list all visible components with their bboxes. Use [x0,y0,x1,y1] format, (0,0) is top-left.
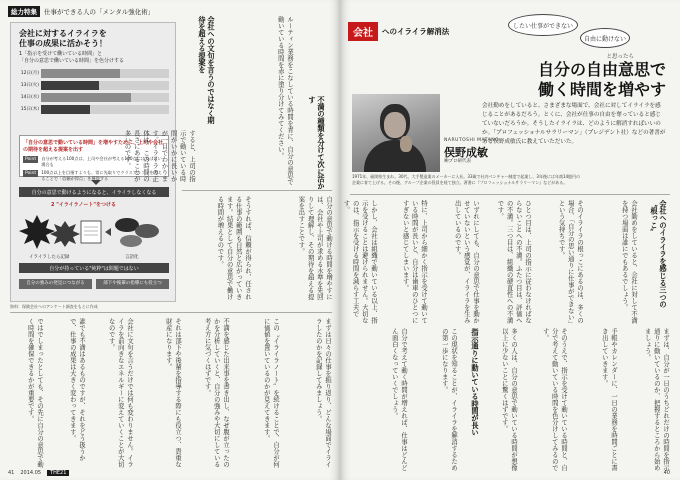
body-paragraph: まずは、自分が一日のうちどれだけの時間を指示通りに動いているのか、把握するところから始めましょう。 [643,328,669,471]
body-paragraph: そのイライラの根っこにあるのは、多くの場合、「自分の思い通りに仕事ができない」という気持ちです。 [557,200,583,324]
body-paragraph: ルーティン業務をこなしている時間を青に、自分の意思で動いている時間を赤に塗り分けてみてください。 [276,16,293,185]
body-paragraph: この現状を知ることが、イライラを解消するための第一歩になります。 [440,328,457,471]
article-category [348,22,449,41]
page-number: 41 [8,470,15,476]
speech-bubble-1: したい仕事ができない [508,14,578,36]
author-bio: 1971年、福岡県生まれ。30代、大手製造業のメーカーに入社。33歳で社内ベンチャー制度で起業し、3年後には年商14億円の企業に育て上げる。その後、グループ企業の役員を経て独立。著書に『プロフェッショナルサラリーマン』などがある。 [352,174,581,185]
point-pill: Point [25,157,37,162]
body-paragraph: 自分で考えて動く時間が増えれば、仕事はどんどん面白くなっていくでしょう。 [390,328,407,471]
author-photo [352,94,440,172]
illus-left-label: イライラしたら記録 [29,255,70,260]
body-paragraph: それは部下や後輩を指導する際にも役立つ、貴重な財産になります。 [164,318,181,468]
body-paragraph: 自分の意思で動ける時間を増やすには、会社や上司が求める水準を先回りして理解し、その期待を超える提案を出すことです。 [297,196,332,300]
right-subhead-2: 指示通りに動いている時間が長い [471,328,480,436]
lede-text: 会社勤めをしていると、さまざまな場面で、会社に対してイライラを感じることがあるだろう。とくに、会社が仕事の自由を奪っていると感じていないだろうか。そうしたイライラは、どのように解消すればいいのか。「プロフェッショナルサラリーマン」（プレジデント社）などの著書がある俣野成敏氏に教えていただいた。 [482,103,666,145]
section-tag [8,6,154,17]
burst-icon [50,221,80,247]
body-paragraph: すると、上司の指示で動いている時間がいかに長いかが一目でわかります。イライラの正体は、この時間の長さにあることが多いのです。 [123,130,195,182]
point-text: 100点以上を目指すよりも、常に先取りでクラスアルファを考えることで「信頼が得点」を獲得する [41,170,162,181]
schedule-row-label: 14日(水) [20,95,39,100]
schedule-row-label: 12日(月) [20,71,39,76]
down-arrow-icon [91,180,101,185]
author-name: 俣野成敏 [444,146,488,159]
right-subhead-1: 会社へのイライラを感じる三つの〝根っこ〟 [650,200,668,308]
body-paragraph: しかし、会社は組織で動いている以上、指示を受けることは避けられません。大切なのは、指示を受ける時間を減らす工夫です。 [342,200,377,324]
burst-icon [19,215,55,249]
issue-date: 2014.05 [20,470,42,476]
schedule-row [19,79,169,91]
speech-bubble-icon [135,224,159,238]
schedule-row [19,103,169,115]
category-box: 会社 [348,22,378,41]
schedule-fill [41,105,90,114]
category-text: へのイライラ解消法 [382,27,450,36]
benefit-box-left: 自分の強みの発見につながる [19,279,92,289]
body-paragraph: 会社に文句を言うだけでは何も変わりません。イライラを前向きなエネルギーに変えていくことが大切なのです。 [107,318,133,468]
right-arrow-icon [105,228,111,236]
right-page [340,0,680,480]
speech-bubble-2: 自由に動けない [580,28,630,48]
section-tag-text: 仕事ができる人の「メンタル強化術」 [44,8,155,16]
schedule-track [41,105,169,114]
left-subhead-2: 会社への文句を言うのではなく期待を超える提案を [198,16,216,124]
point-pill: Point [25,171,37,176]
notebook-icon [81,221,101,243]
schedule-fill [41,81,99,90]
headline-kicker: と思ったら [606,54,634,60]
benefit-box-right: 部下や後輩の指導にも役立つ [96,279,169,289]
body-paragraph: この〝イライラノート〟を続けることで、自分が何に価値を置いているのかが見えてきます。 [262,318,279,468]
figure-subtitle: 1「指示を受けて働いている時間」と 「自分の意思で働いている時間」を色分けする [19,51,125,64]
headline [538,60,666,100]
benefit-boxes [19,279,169,289]
body-paragraph: そうすれば、信頼が得られ、任される仕事の範囲も自然と広がっていきます。結果として自分の意思で働ける時間が増えるのです。 [216,196,251,300]
author-role: ㈱プロ研代表 [444,159,471,164]
brand-logo: THE21 [47,470,69,476]
summary-bar: 自分が持っている"純粋"は問題ではない [19,263,169,273]
schedule-row [19,91,169,103]
time-color-chart [19,67,169,129]
illus-right-label: 言語化 [125,255,139,260]
schedule-fill [41,93,131,102]
body-paragraph: そのうえで、指示を受けて動いている時間と、自分で考えて動いている時間を色分けしてみるのです。 [541,328,567,471]
speech-bubble-icon [120,235,142,247]
page-number: 40 [663,470,670,476]
schedule-track [41,81,169,90]
column-divider [350,194,670,195]
body-paragraph: 会社勤めをしていると、会社に対して不満を持つ場面は誰にでもあるでしょう。 [620,200,637,324]
headline-line-1: 自分の自由意思で [537,60,666,79]
body-paragraph: 不満を感じた出来事を書き出し、なぜ腹が立ったのかを分析していくと、自分の強みや大切にしている考え方に気づくはずです。 [203,318,229,468]
body-paragraph: 特に、上司から細かく指示を受けて動いている時間が長いと、自分は歯車のひとつにすぎないと感じてしまいます。 [401,200,427,324]
figure-title: 会社に対するイライラを 仕事の成果に活かそう！ [19,29,107,48]
schedule-row-label: 15日(木) [20,107,39,112]
schedule-row-label: 13日(火) [20,83,39,88]
irritation-illustration [19,211,169,253]
proposal-box-title: 「自分の意思で動いている時間」を増やすために、上司や会社の期待を超える提案を出す [23,140,164,153]
left-subhead-1: 不満の種類を分けて次に活かす [308,96,326,190]
column-divider [10,312,332,313]
body-paragraph: 誰でも不満はあるものですが、それをどう扱うかで、仕事の成果は大きく変わってきます。 [68,318,85,461]
note-label: 2 "イライラノート"をつける [51,202,116,208]
schedule-row [19,67,169,79]
body-paragraph: 手帳やカレンダーに、一日の業務を時間ごとに書き出していきます。 [600,328,617,471]
column-divider [182,190,332,191]
section-tag-box: 総力特集 [8,6,40,17]
body-paragraph: いずれにしても、自分の意思で仕事を動かせていないという感覚が、イライラを生み出しているのです。 [453,200,479,324]
point-text: 自分が考える100点は、上司や会社が考える100点には及ばない場合も [41,156,162,167]
author-name-romaji: NARUTOSHI MATANO [444,138,500,143]
figure-caption: 資料：保険会社へのアンケート調査をもとに作成 [10,304,98,309]
left-footer [8,470,69,476]
body-paragraph: ではでしまったとしても、その先に自分の意思で動く時間を確保できるかが重要です。 [26,318,43,468]
body-paragraph: 多くの人は、自分の意思で動いている時間が想像以上に少ないことに驚くはずです。 [500,328,517,471]
schedule-fill [41,69,120,78]
body-paragraph: まずは日々の仕事を振り返り、どんな場面でイライラしたのかを記録してみましょう。 [314,318,331,468]
body-paragraph: ひとつ目は、上司の指示に従わなければならないことへの不満。ふたつ目は、評価への不満。三つ目は、組織の硬直性への不満です。 [496,200,531,324]
headline-line-2: 働く時間を増やす [537,80,666,99]
schedule-track [41,93,169,102]
schedule-track [41,69,169,78]
result-bar: 自分の意思で動けるようになると、イライラしなくなる [19,187,169,197]
